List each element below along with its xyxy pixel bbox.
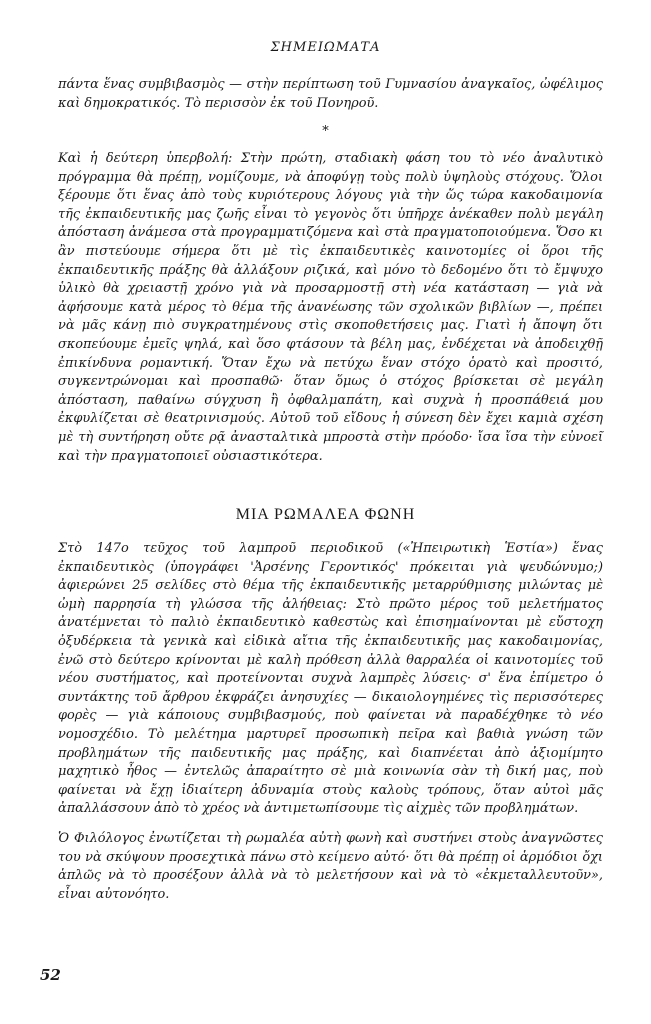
paragraph-second-exaggeration: Καὶ ἡ δεύτερη ὑπερβολή: Στὴν πρώτη, σταδιακὴ φάση του τὸ νέο ἀναλυτικὸ πρόγραμμα θὰ πρέπῃ, νομίζουμε, νὰ ἀποφύγῃ τοὺς πολὺ ὑψηλοὺς στόχους. Ὅλοι ξέρουμε ὅτι ἕνας ἀπὸ τοὺς κυριότερους λόγους γιὰ τὴν ὥς τώρα κακοδαιμονία τῆς ἐκπαιδευτικῆς μας ζωῆς εἶναι τὸ γεγονὸς ὅτι ὑπῆρχε ἀνέκαθεν πολὺ μεγάλη ἀπόσταση ἀνάμεσα στὰ προγραμματιζόμενα καὶ στὰ πραγματοποιούμενα. Ὅσο κι ἂν πιστεύουμε σήμερα ὅτι μὲ τὶς ἐκπαιδευτικὲς καινοτομίες οἱ ὅροι τῆς ἐκπαιδευτικῆς πράξης θὰ ἀλλάξουν ριζικά, καὶ μόνο τὸ δεδομένο ὅτι τὸ ἔμψυχο ὑλικὸ θὰ χρειαστῇ χρόνο γιὰ νὰ προσαρμοστῇ στὴ νέα κατάσταση — γιὰ νὰ ἀφήσουμε κατὰ μέρος τὸ θέμα τῆς ἀνανέωσης τῶν σχολικῶν βιβλίων —, πρέπει νὰ μᾶς κάνῃ πιὸ συγκρατημένους στὶς σκοποθετήσεις μας. Γιατὶ ἡ ἄποψη ὅτι σκοπεύουμε ἐμεῖς ψηλά, καὶ ὅσο φτάσουν τὰ βέλη μας, ἐνδέχεται νὰ ἀποδειχθῇ ἐπικίνδυνα ρομαντική. Ὅταν ἔχω νὰ πετύχω ἕναν στόχο ὁρατὸ καὶ προσιτό, συγκεντρώνομαι καὶ προσπαθῶ· ὅταν ὅμως ὁ στόχος βρίσκεται σὲ μεγάλη ἀπόσταση, παθαίνω σύγχυση ἢ ὀφθαλμαπάτη, καὶ συχνὰ ἡ προσπάθειά μου ἐκφυλίζεται σὲ θεατρινισμούς. Αὐτοῦ τοῦ εἴδους ἡ σύνεση δὲν ἔχει καμιὰ σχέση μὲ τὴ συντήρηση οὔτε ρᾷ ἀνασταλτικὰ μπροστὰ στὴν πρόοδο· ἴσα ἴσα τὴν εὐνοεῖ καὶ τὴν πραγματοποιεῖ οὐσιαστικότερα.	[58, 151, 603, 464]
paragraph-continuation: πάντα ἕνας συμβιβασμὸς — στὴν περίπτωση τοῦ Γυμνασίου ἀναγκαῖος, ὠφέλιμος καὶ δημοκρατικός. Τὸ περισσὸν ἐκ τοῦ Πονηροῦ.	[58, 77, 603, 111]
section-separator: *	[322, 124, 329, 139]
paragraph-article-review: Στὸ 147ο τεῦχος τοῦ λαμπροῦ περιοδικοῦ («Ἠπειρωτικὴ Ἑστία») ἕνας ἐκπαιδευτικὸς (ὑπογράφει 'Ἀρσένης Γεροντικός' πρόκειται γιὰ ψευδώνυμο;) ἀφιερώνει 25 σελίδες στὸ θέμα τῆς ἐκπαιδευτικῆς μεταρρύθμισης μιλώντας μὲ ὠμὴ παρρησία τὴ γλώσσα τῆς ἀλήθειας: Στὸ πρῶτο μέρος τοῦ μελετήματος ἀνατέμνεται τὸ παλιὸ ἐκπαιδευτικὸ καθεστὼς καὶ ἐπισημαίνονται μὲ εὔστοχη ὀξυδέρκεια τὰ γενικὰ καὶ εἰδικὰ αἴτια τῆς ἐκπαιδευτικῆς μας κακοδαιμονίας, ἐνῶ στὸ δεύτερο κρίνονται μὲ καλὴ πρόθεση ἀλλὰ θαρραλέα οἱ καινοτομίες τοῦ νέου συστήματος, καὶ προτείνονται συχνὰ λαμπρὲς λύσεις· σ' ἕνα ἐπίμετρο ὁ συντάκτης τοῦ ἄρθρου ἐκφράζει ἀνησυχίες — δικαιολογημένες τὶς περισσότερες φορὲς — γιὰ κάποιους συμβιβασμούς, ποὺ φαίνεται νὰ παραδέχθηκε τὸ νέο νομοσχέδιο. Τὸ μελέτημα μαρτυρεῖ προσωπικὴ πεῖρα καὶ βαθιὰ γνώση τῶν προβλημάτων τῆς παιδευτικῆς μας πράξης, καὶ διαπνέεται ἀπὸ ἀξιομίμητο μαχητικὸ ἦθος — ἐντελῶς ἀπαραίτητο σὲ μιὰ κοινωνία σὰν τὴ δική μας, ποὺ φαίνεται νὰ ἔχῃ ἰδιαίτερη ἀδυναμία στοὺς καλοὺς τρόπους, ὅταν αὐτοὶ μᾶς ἀπαλλάσσουν ἀπὸ τὸ χρέος νὰ ἀντιμετωπίσουμε τὶς αἰχμὲς τῶν προβλημάτων.	[58, 541, 603, 817]
section-title: ΜΙΑ ΡΩΜΑΛΕΑ ΦΩΝΗ	[235, 506, 416, 523]
paragraph-philologos-note: Ὁ Φιλόλογος ἐνωτίζεται τὴ ρωμαλέα αὐτὴ φωνὴ καὶ συστήνει στοὺς ἀναγνῶστες του νὰ σκύψουν προσεχτικὰ πάνω στὸ κείμενο αὐτό· ὅτι θὰ πρέπῃ οἱ ἁρμόδιοι ὄχι ἁπλῶς νὰ τὸ προσέξουν ἀλλὰ νὰ τὸ μελετήσουν καὶ νὰ τὸ «ἐκμεταλλευτοῦν», εἶναι αὐτονόητο.	[58, 831, 603, 902]
page-number: 52	[40, 966, 61, 984]
running-header: ΣΗΜΕΙΩΜΑΤΑ	[270, 40, 381, 55]
